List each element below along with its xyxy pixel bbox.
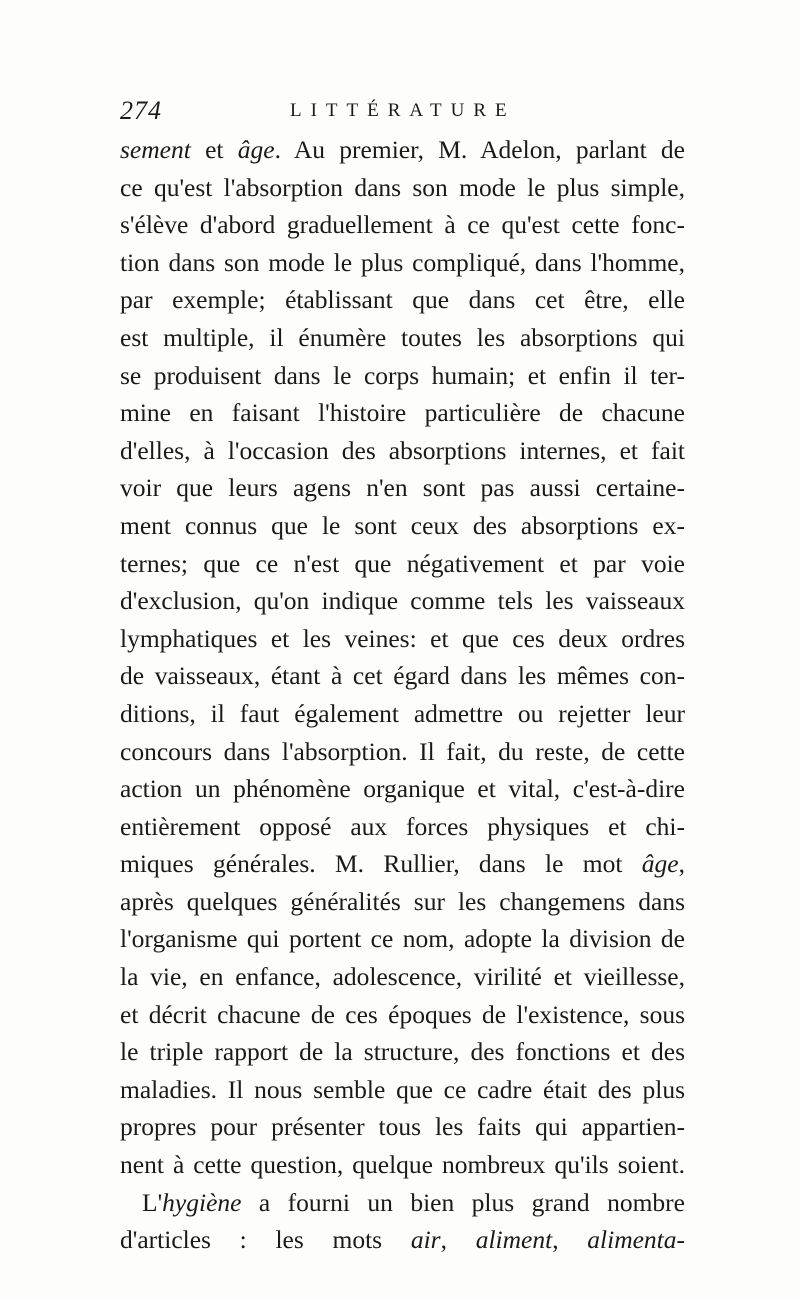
text-line [120, 394, 685, 432]
text-line [120, 620, 685, 658]
text-run: d'exclusion, qu'on indique comme tels les vaisseaux [120, 586, 685, 616]
text-run: se produisent dans le corps humain; et enfin il ter- [120, 360, 685, 390]
text-run: l'organisme qui portent ce nom, adopte la division de [120, 924, 685, 954]
text-run: ment connus que le sont ceux des absorptions ex- [120, 510, 685, 540]
text-line [120, 958, 685, 996]
text-run: ternes; que ce n'est que négativement et par voie [120, 548, 685, 578]
italic-term: âge [237, 135, 275, 164]
italic-term: alimenta- [587, 1225, 686, 1255]
text-run: d'elles, à l'occasion des absorptions internes, et fait [120, 435, 685, 465]
italic-term: air [410, 1225, 441, 1255]
text-run: et [190, 135, 238, 164]
italic-term: hygiène [162, 1187, 242, 1217]
italic-term: âge [641, 849, 679, 879]
text-run: , [678, 849, 685, 879]
text-line [120, 169, 685, 207]
text-run: , [552, 1225, 588, 1255]
text-line [120, 1146, 685, 1184]
text-line [120, 996, 685, 1034]
text-run: . Au premier, M. Adelon, parlant de [274, 135, 685, 164]
text-line [120, 281, 685, 319]
text-run: maladies. Il nous semble que ce cadre était des plus [120, 1074, 685, 1104]
text-line [120, 808, 685, 846]
text-line [120, 733, 685, 771]
page-header [120, 96, 680, 128]
text-run: d'articles : les mots [120, 1225, 411, 1255]
text-line [120, 920, 685, 958]
body-text [120, 131, 685, 1259]
text-line [120, 1108, 685, 1146]
text-line [120, 206, 685, 244]
text-run: par exemple; établissant que dans cet être, elle [120, 285, 685, 315]
text-run: voir que leurs agens n'en sont pas aussi certaine- [120, 473, 685, 503]
text-line [120, 1071, 685, 1109]
text-run: propres pour présenter tous les faits qui appartien- [120, 1112, 685, 1142]
text-run: lymphatiques et les veines: et que ces deux ordres [120, 623, 685, 653]
text-line [120, 695, 685, 733]
text-run: nent à cette question, quelque nombreux qu'ils soient. [120, 1150, 685, 1180]
text-run: est multiple, il énumère toutes les absorptions qui [120, 322, 685, 352]
running-head: LITTÉRATURE [290, 100, 516, 121]
text-run: L' [142, 1187, 163, 1217]
page-number: 274 [120, 96, 162, 125]
text-line [120, 244, 685, 282]
text-line [120, 770, 685, 808]
text-run: mine en faisant l'histoire particulière de chacune [120, 398, 685, 428]
text-run: de vaisseaux, étant à cet égard dans les mêmes con- [120, 661, 685, 691]
text-line [120, 1184, 685, 1222]
text-run: concours dans l'absorption. Il fait, du reste, de cette [120, 736, 685, 766]
text-run: miques générales. M. Rullier, dans le mot [120, 849, 642, 879]
text-run: , [440, 1225, 476, 1255]
text-line [120, 1221, 685, 1259]
text-run: tion dans son mode le plus compliqué, dans l'homme, [120, 247, 685, 277]
italic-term: aliment [475, 1225, 553, 1255]
text-run: entièrement opposé aux forces physiques et chi- [120, 811, 685, 841]
text-run: le triple rapport de la structure, des fonctions et des [120, 1037, 685, 1067]
text-line [120, 469, 685, 507]
text-run: et décrit chacune de ces époques de l'existence, sous [120, 999, 685, 1029]
text-line [120, 1033, 685, 1071]
italic-term: sement [120, 135, 191, 164]
text-line [120, 319, 685, 357]
text-line [120, 131, 685, 169]
text-line [120, 845, 685, 883]
text-run: ce qu'est l'absorption dans son mode le plus simple, [120, 172, 685, 202]
text-run: ditions, il faut également admettre ou rejetter leur [120, 698, 685, 728]
text-run: a fourni un bien plus grand nombre [241, 1187, 685, 1217]
text-line [120, 545, 685, 583]
text-line [120, 507, 685, 545]
text-line [120, 357, 685, 395]
text-run: action un phénomène organique et vital, c'est-à-dire [120, 774, 685, 804]
text-run: la vie, en enfance, adolescence, virilité et vieillesse, [120, 962, 685, 992]
text-line [120, 657, 685, 695]
text-run: s'élève d'abord graduellement à ce qu'est cette fonc- [120, 210, 685, 240]
text-line [120, 883, 685, 921]
text-line [120, 582, 685, 620]
text-run: après quelques généralités sur les changemens dans [120, 886, 685, 916]
text-line [120, 432, 685, 470]
